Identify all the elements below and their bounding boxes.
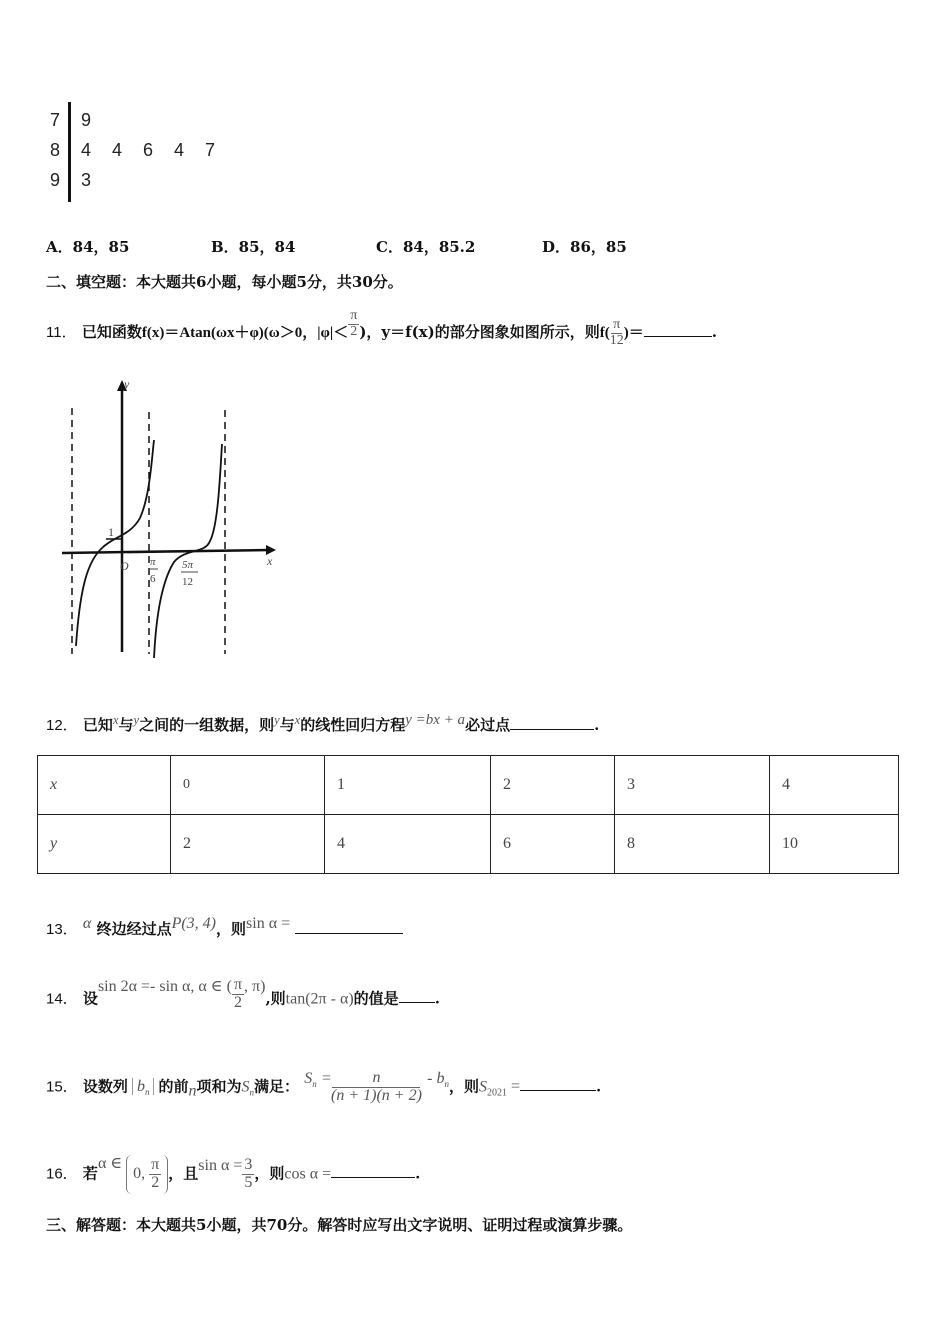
q15-fraction <box>331 1070 422 1105</box>
leaf-8-1: 4 <box>112 140 123 160</box>
q11-twelve: 12 <box>609 332 624 348</box>
q16-number: 16． <box>46 1165 78 1183</box>
q12-number: 12． <box>46 717 78 734</box>
q11-end: . <box>711 323 717 342</box>
table-cell: 2 <box>171 815 325 874</box>
q14-tan: tan(2π - α) <box>285 990 354 1008</box>
tangent-branch-1 <box>76 440 154 646</box>
stem-8: 8 <box>50 140 61 160</box>
q13-alpha: α <box>82 915 92 932</box>
q16-answer-blank[interactable] <box>331 1177 415 1178</box>
table-cell: 4 <box>770 756 899 815</box>
five-pi-label: 5π <box>182 559 194 571</box>
option-b: B．85，84 <box>211 238 296 256</box>
q12-end: . <box>594 716 600 734</box>
q16-interval <box>126 1155 168 1194</box>
q12-x-2: x <box>294 713 301 727</box>
question-12 <box>46 712 599 735</box>
leaf-8-2: 6 <box>143 140 154 160</box>
q14-end: . <box>434 989 440 1008</box>
q16-pi: π <box>151 1156 160 1173</box>
q15-t2: 的前 <box>158 1077 189 1096</box>
q16-end: . <box>415 1164 421 1183</box>
origin-label: O <box>120 559 129 573</box>
q15-bn-brace <box>132 1078 155 1098</box>
q16-three: 3 <box>244 1156 253 1173</box>
q11-f-open: f( <box>599 325 610 342</box>
q15-t4: 满足： <box>253 1077 299 1096</box>
q15-denom: (n + 1)(n + 2) <box>330 1086 422 1104</box>
q15-numer: n <box>332 1070 420 1088</box>
table-cell: 10 <box>770 815 899 874</box>
table-cell: 3 <box>615 756 770 815</box>
q14-t3: 的值是 <box>353 989 399 1008</box>
stem-divider <box>68 102 71 202</box>
q15-eq-mid: = <box>321 1070 331 1088</box>
q12-y-2: y <box>274 713 280 727</box>
option-c: C．84，85.2 <box>376 238 476 256</box>
q13-number: 13． <box>46 921 78 938</box>
q15-eq-lhs: S <box>304 1070 313 1088</box>
q16-expr: α ∈ <box>97 1155 123 1173</box>
q11-pi-2: π <box>613 317 621 332</box>
data-table <box>37 755 899 874</box>
twelve-label: 12 <box>182 576 193 588</box>
q11-text-a: 已知函数 <box>81 323 142 342</box>
q13-t1: 终边经过点 <box>96 920 172 938</box>
q16-zero: 0, <box>133 1165 146 1183</box>
q12-equation: y =bx + a <box>405 712 466 728</box>
table-row-y <box>38 815 899 874</box>
q11-number: 11． <box>46 324 77 342</box>
table-cell: 6 <box>491 815 615 874</box>
pi-label: π <box>150 556 156 568</box>
q14-answer-blank[interactable] <box>399 1002 435 1003</box>
q15-t5: ，则 <box>448 1077 479 1096</box>
one-label: 1 <box>108 525 114 539</box>
q11-f-close: )＝ <box>623 325 644 342</box>
q13-sin-expr: sin α = <box>246 915 291 932</box>
tangent-graph <box>40 376 290 666</box>
x-axis-label: x <box>267 554 273 568</box>
q16-cos: cos α = <box>284 1165 332 1183</box>
question-11 <box>46 308 717 348</box>
q14-pi-over-2 <box>232 977 244 1012</box>
q14-number: 14． <box>46 990 78 1008</box>
leaf-8-4: 7 <box>205 140 216 160</box>
q15-S: S <box>241 1078 250 1096</box>
six-label: 6 <box>150 573 156 585</box>
q16-five: 5 <box>244 1173 253 1191</box>
q12-x: x <box>112 713 119 727</box>
q16-t2: ，且 <box>168 1164 199 1183</box>
stem-9: 9 <box>50 170 61 190</box>
q15-end: . <box>596 1077 602 1096</box>
q14-expr: sin 2α =- sin α, α ∈ ( <box>97 978 232 996</box>
q16-t3: ，则 <box>254 1164 285 1183</box>
q15-b-sub: n <box>144 1087 150 1098</box>
q14-t2: ,则 <box>265 989 286 1008</box>
q12-t2b: 与 <box>279 716 295 734</box>
q12-t4: 的线性回归方程 <box>300 716 406 734</box>
q14-close: , π) <box>244 978 266 996</box>
q11-function: f(x)＝Atan(ωx＋φ)(ω＞0，|φ|＜ <box>141 325 349 342</box>
q15-n: n <box>188 1082 197 1100</box>
q12-answer-blank[interactable] <box>510 729 594 730</box>
question-14 <box>46 976 440 1012</box>
q12-t5: 必过点 <box>465 716 511 734</box>
q15-eq-lhs-sub: n <box>312 1079 317 1090</box>
q13-t2: ，则 <box>216 920 247 938</box>
q16-pi-over-2 <box>149 1157 161 1192</box>
q14-t1: 设 <box>82 989 98 1008</box>
leaf-8-0: 4 <box>81 140 92 160</box>
q14-two: 2 <box>233 993 242 1011</box>
table-head-x: x <box>38 756 171 815</box>
question-15 <box>46 1070 601 1105</box>
q15-t3: 项和为 <box>196 1077 242 1096</box>
table-cell: 2 <box>491 756 615 815</box>
q11-pi-over-12 <box>610 318 624 348</box>
section-3-heading: 三、解答题：本大题共5小题，共70分。解答时应写出文字说明、证明过程或演算步骤。 <box>46 1216 633 1234</box>
q14-pi: π <box>233 976 243 993</box>
q11-two: 2 <box>350 323 358 339</box>
table-cell: 0 <box>171 756 325 815</box>
q15-t1: 设数列 <box>82 1077 128 1096</box>
q16-two: 2 <box>151 1173 160 1191</box>
q12-t2: 与 <box>118 716 134 734</box>
q15-b: b <box>136 1078 145 1096</box>
stem-leaf-plot <box>48 108 248 204</box>
leaf-9-0: 3 <box>81 170 92 190</box>
option-a: A．84，85 <box>46 238 130 256</box>
q15-eq2: = <box>510 1078 520 1096</box>
leaf-8-3: 4 <box>174 140 185 160</box>
question-13 <box>46 915 403 939</box>
q15-S-sub: n <box>249 1087 254 1098</box>
table-cell: 1 <box>325 756 491 815</box>
q15-S2: S <box>478 1078 487 1096</box>
y-axis-label: y <box>124 377 130 391</box>
q11-pi: π <box>350 308 358 323</box>
x-axis <box>62 550 270 553</box>
table-cell: 8 <box>615 815 770 874</box>
q12-t1: 已知 <box>82 716 113 734</box>
q13-answer-blank[interactable] <box>295 933 403 934</box>
section-2-heading: 二、填空题：本大题共6小题，每小题5分，共30分。 <box>46 273 403 291</box>
q11-text-b: )，y＝f(x)的部分图象如图所示，则 <box>359 323 600 342</box>
q15-s2021: 2021 <box>486 1087 507 1099</box>
q11-pi-over-2 <box>348 309 359 339</box>
q11-answer-blank[interactable] <box>644 336 712 337</box>
q15-number: 15． <box>46 1078 78 1096</box>
q12-y: y <box>133 713 140 727</box>
q12-t3: 之间的一组数据，则 <box>139 716 275 734</box>
table-head-y: y <box>38 815 171 874</box>
table-cell: 4 <box>325 815 491 874</box>
q16-three-fifths <box>242 1157 254 1192</box>
q15-minus-b-sub: n <box>444 1079 449 1090</box>
leaf-7-0: 9 <box>81 110 92 130</box>
q16-t1: 若 <box>82 1164 98 1183</box>
option-d: D．86，85 <box>542 238 627 256</box>
q13-point: P(3, 4) <box>171 915 217 932</box>
stem-7: 7 <box>50 110 61 130</box>
q15-answer-blank[interactable] <box>520 1090 596 1091</box>
table-row-x <box>38 756 899 815</box>
q16-sin: sin α = <box>198 1157 243 1175</box>
question-16 <box>46 1155 420 1194</box>
q15-minus-b: - b <box>427 1070 445 1088</box>
